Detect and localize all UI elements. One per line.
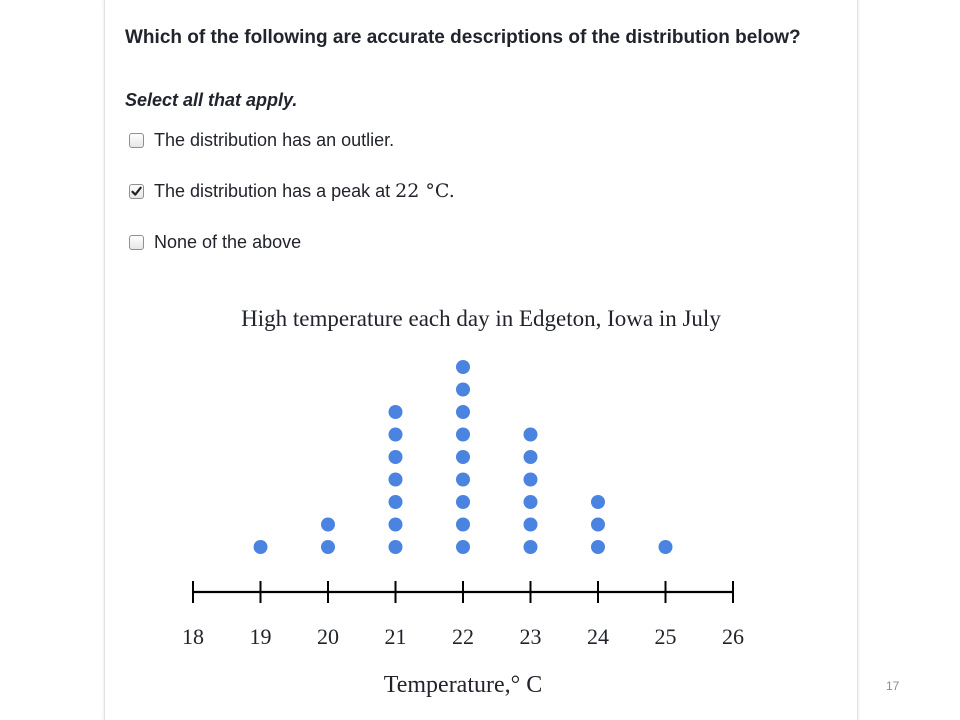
data-dot xyxy=(456,495,470,509)
x-tick-label: 20 xyxy=(317,624,339,649)
select-all-instruction: Select all that apply. xyxy=(125,90,298,110)
data-dot xyxy=(659,540,673,554)
x-tick-label: 26 xyxy=(722,624,744,649)
data-dot xyxy=(456,518,470,532)
data-dot xyxy=(524,495,538,509)
data-dot xyxy=(456,428,470,442)
data-dot xyxy=(389,428,403,442)
data-dot xyxy=(456,383,470,397)
data-dot xyxy=(389,495,403,509)
data-dot xyxy=(456,360,470,374)
data-dot xyxy=(389,450,403,464)
data-dot xyxy=(456,473,470,487)
x-tick-label: 19 xyxy=(249,624,272,649)
data-dot xyxy=(591,540,605,554)
slide-page-number: 17 xyxy=(886,679,900,693)
data-dot xyxy=(321,540,335,554)
data-dot xyxy=(389,405,403,419)
data-dot xyxy=(254,540,268,554)
data-dot xyxy=(524,428,538,442)
choice-text: The distribution has an outlier. xyxy=(154,129,395,150)
data-dot xyxy=(389,473,403,487)
data-dot xyxy=(524,540,538,554)
question-prompt: Which of the following are accurate descriptions of the distribution below? xyxy=(125,27,801,48)
chart-title: High temperature each day in Edgeton, Iowa in July xyxy=(241,306,721,331)
data-dot xyxy=(524,518,538,532)
choice-math: 22 °C. xyxy=(395,180,455,202)
data-dot xyxy=(321,518,335,532)
x-axis-label: Temperature,° C xyxy=(383,672,543,698)
choice-text: The distribution has a peak at xyxy=(154,181,391,201)
x-tick-label: 22 xyxy=(452,624,474,649)
data-dot xyxy=(591,495,605,509)
x-tick-label: 24 xyxy=(587,624,609,649)
x-tick-label: 25 xyxy=(654,624,677,649)
data-dot xyxy=(389,540,403,554)
data-dot xyxy=(456,450,470,464)
x-tick-label: 21 xyxy=(384,624,407,649)
dot-plot-chart xyxy=(105,0,857,720)
data-dot xyxy=(456,540,470,554)
x-tick-label: 23 xyxy=(519,624,542,649)
data-dot xyxy=(456,405,470,419)
x-tick-label: 18 xyxy=(182,624,204,649)
data-dot xyxy=(524,473,538,487)
data-dot xyxy=(591,518,605,532)
exercise-panel xyxy=(104,0,858,720)
data-dot xyxy=(524,450,538,464)
choice-text: None of the above xyxy=(154,231,302,252)
data-dot xyxy=(389,518,403,532)
